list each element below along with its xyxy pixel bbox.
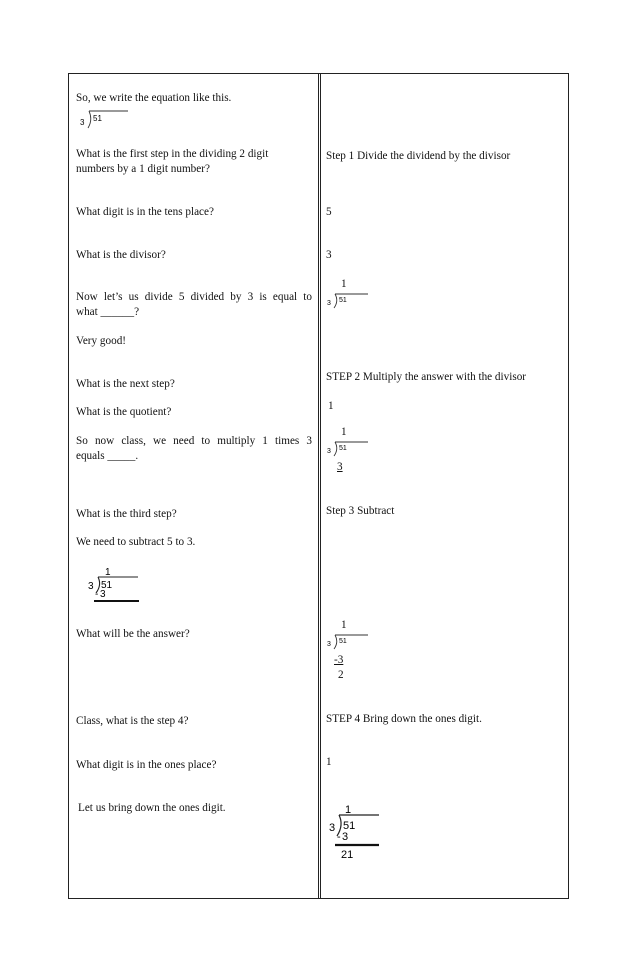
svg-text:51: 51 (339, 445, 347, 452)
svg-text:3: 3 (100, 589, 106, 600)
division-image-4 (326, 632, 372, 652)
right-step-4: STEP 4 Bring down the ones digit. (326, 713, 482, 725)
left-row-divide-1: Now let’s us divide 5 divided by 3 is equal to (76, 291, 312, 303)
right-neg-product: -3 (334, 654, 344, 666)
left-row-quotient: What is the quotient? (76, 406, 172, 418)
left-row-first-step-1: What is the first step in the dividing 2 digit (76, 148, 269, 160)
right-step-2: STEP 2 Multiply the answer with the divisor (326, 371, 527, 383)
svg-text:21: 21 (341, 849, 354, 861)
right-answer-quotient: 1 (328, 400, 334, 412)
right-quotient-1: 1 (341, 278, 347, 290)
svg-text:51: 51 (93, 114, 102, 123)
right-product: 3 (337, 461, 343, 473)
left-row-third-step: What is the third step? (76, 508, 177, 520)
left-row-step-4: Class, what is the step 4? (76, 715, 189, 727)
svg-text:51: 51 (339, 297, 347, 304)
right-answer-tens: 5 (326, 206, 332, 218)
right-difference: 2 (338, 669, 344, 681)
left-row-multiply-1: So now class, we need to multiply 1 times 3 (76, 435, 312, 447)
svg-text:1: 1 (345, 804, 352, 816)
right-quotient-2: 1 (341, 426, 347, 438)
right-answer-divisor: 3 (326, 249, 332, 261)
division-image-subtract (86, 566, 146, 608)
left-row-tens-place: What digit is in the tens place? (76, 206, 214, 218)
right-step-1: Step 1 Divide the dividend by the divisor (326, 150, 511, 162)
left-row-answer: What will be the answer? (76, 628, 190, 640)
svg-text:51: 51 (343, 820, 356, 832)
left-row-very-good: Very good! (76, 335, 127, 347)
left-row-divide-2: what ______? (76, 306, 140, 318)
right-step-3: Step 3 Subtract (326, 505, 395, 517)
svg-text:3: 3 (327, 448, 331, 455)
svg-text:3: 3 (80, 118, 85, 127)
right-answer-ones: 1 (326, 756, 332, 768)
svg-text:3: 3 (329, 822, 336, 834)
svg-text:1: 1 (105, 567, 111, 578)
left-row-equation: So, we write the equation like this. (76, 92, 232, 104)
svg-text:51: 51 (101, 580, 113, 591)
left-row-divisor: What is the divisor? (76, 249, 166, 261)
left-row-bring-down: Let us bring down the ones digit. (78, 802, 226, 814)
svg-text:51: 51 (339, 638, 347, 645)
left-row-next-step: What is the next step? (76, 378, 175, 390)
right-quotient-3: 1 (341, 619, 347, 631)
svg-text:3: 3 (342, 831, 349, 843)
left-row-first-step-2: numbers by a 1 digit number? (76, 163, 210, 175)
svg-text:3: 3 (327, 300, 331, 307)
division-image-bring-down (327, 801, 383, 861)
division-image-2 (326, 291, 372, 311)
left-row-subtract: We need to subtract 5 to 3. (76, 536, 196, 548)
left-row-ones-place: What digit is in the ones place? (76, 759, 217, 771)
svg-text:3: 3 (88, 581, 94, 592)
column-divider-inner (320, 73, 321, 899)
svg-text:3: 3 (327, 641, 331, 648)
left-row-multiply-2: equals _____. (76, 450, 139, 462)
svg-text:-: - (95, 589, 99, 600)
column-divider (318, 73, 319, 899)
svg-text:-: - (337, 831, 341, 843)
division-image-1 (78, 108, 130, 130)
division-image-3 (326, 439, 372, 459)
